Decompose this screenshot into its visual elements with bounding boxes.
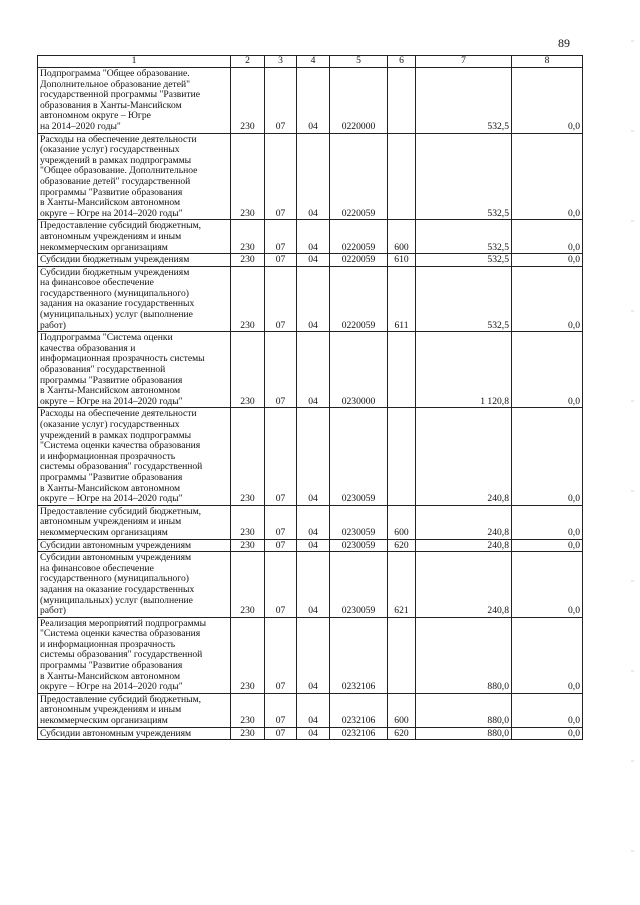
- subsection-code-cell: 04: [297, 505, 330, 539]
- description-line: учреждений в рамках подпрограммы: [40, 429, 192, 441]
- section-code-cell: 07: [265, 68, 297, 134]
- target-article-cell: 0220059: [330, 266, 388, 332]
- amount-cell: 532,5: [416, 266, 512, 332]
- description-line: округе – Югре на 2014–2020 годы": [40, 395, 183, 407]
- section-code-cell: 07: [265, 693, 297, 727]
- description-line: задания на оказание государственных: [40, 583, 195, 595]
- description-line: программы "Развитие образования: [40, 660, 183, 672]
- description-line: Подпрограмма "Общее образование.: [40, 68, 190, 79]
- description-line: на 2014–2020 годы": [40, 120, 121, 132]
- amount-2-cell: 0,0: [512, 505, 583, 539]
- subsection-code-cell: 04: [297, 408, 330, 505]
- description-line: качества образования и: [40, 342, 136, 354]
- section-code-cell: 07: [265, 505, 297, 539]
- description-line: задания на оказание государственных: [40, 298, 195, 310]
- expense-type-cell: [388, 133, 416, 220]
- table-row: [38, 505, 583, 539]
- expense-type-cell: 600: [388, 505, 416, 539]
- subsection-code-cell: 04: [297, 332, 330, 408]
- description-line: в Ханты-Мансийском автономном: [40, 197, 181, 209]
- description-line: (оказание услуг) государственных: [40, 419, 180, 430]
- target-article-cell: 0232106: [330, 727, 388, 740]
- table-row: [38, 693, 583, 727]
- description-line: программы "Развитие образования: [40, 471, 183, 483]
- row-description: [38, 133, 231, 220]
- amount-cell: 240,8: [416, 408, 512, 505]
- description-line: программы "Развитие образования: [40, 374, 183, 386]
- description-line: автономном округе – Югре: [40, 110, 151, 122]
- description-line: (оказание услуг) государственных: [40, 144, 180, 156]
- description-line: государственного (муниципального): [40, 287, 189, 299]
- page-number: 89: [558, 36, 570, 50]
- section-code-cell: 07: [265, 552, 297, 618]
- description-line: Субсидии автономным учреждениям: [40, 539, 192, 551]
- admin-code-cell: 230: [231, 68, 265, 134]
- subsection-code-cell: 04: [297, 220, 330, 254]
- description-line: системы образования" государственной: [40, 649, 203, 661]
- description-line: автономным учреждениям и иным: [40, 704, 182, 716]
- expense-type-cell: 610: [388, 254, 416, 267]
- column-header: 5: [330, 56, 388, 68]
- subsection-code-cell: 04: [297, 539, 330, 552]
- section-code-cell: 07: [265, 266, 297, 332]
- section-code-cell: 07: [265, 617, 297, 693]
- expense-type-cell: 600: [388, 220, 416, 254]
- column-header: 2: [231, 56, 265, 68]
- subsection-code-cell: 04: [297, 693, 330, 727]
- target-article-cell: 0220000: [330, 68, 388, 134]
- description-line: Субсидии автономным учреждениям: [40, 727, 192, 739]
- amount-2-cell: 0,0: [512, 133, 583, 220]
- row-description: [38, 617, 231, 693]
- description-line: системы образования" государственной: [40, 461, 203, 473]
- target-article-cell: 0220059: [330, 220, 388, 254]
- table-body: [38, 68, 583, 740]
- table-row: [38, 133, 583, 220]
- admin-code-cell: 230: [231, 552, 265, 618]
- section-code-cell: 07: [265, 133, 297, 220]
- description-line: Расходы на обеспечение деятельности: [40, 408, 197, 420]
- description-line: Субсидии автономным учреждениям: [40, 552, 192, 564]
- row-description: [38, 220, 231, 254]
- row-description: [38, 539, 231, 552]
- section-code-cell: 07: [265, 220, 297, 254]
- amount-2-cell: 0,0: [512, 220, 583, 254]
- table-header-row: [38, 56, 583, 68]
- amount-cell: 532,5: [416, 220, 512, 254]
- amount-2-cell: 0,0: [512, 727, 583, 740]
- description-line: информационная прозрачность системы: [40, 353, 205, 365]
- description-line: Предоставление субсидий бюджетным,: [40, 693, 202, 705]
- table-row: [38, 727, 583, 740]
- amount-cell: 532,5: [416, 254, 512, 267]
- amount-cell: 532,5: [416, 68, 512, 134]
- table-row: [38, 617, 583, 693]
- section-code-cell: 07: [265, 727, 297, 740]
- amount-cell: 532,5: [416, 133, 512, 220]
- description-line: Дополнительное образование детей": [40, 78, 191, 90]
- description-line: (муниципальных) услуг (выполнение: [40, 309, 193, 321]
- description-line: "Система оценки качества образования: [40, 628, 201, 640]
- description-line: округе – Югре на 2014–2020 годы": [40, 207, 183, 219]
- admin-code-cell: 230: [231, 408, 265, 505]
- amount-2-cell: 0,0: [512, 617, 583, 693]
- description-line: на финансовое обеспечение: [40, 562, 154, 574]
- target-article-cell: 0230059: [330, 539, 388, 552]
- target-article-cell: 0230000: [330, 332, 388, 408]
- description-line: Расходы на обеспечение деятельности: [40, 133, 197, 145]
- admin-code-cell: 230: [231, 617, 265, 693]
- description-line: (муниципальных) услуг (выполнение: [40, 594, 193, 606]
- table-row: [38, 68, 583, 134]
- budget-table: [37, 55, 583, 740]
- column-header: 6: [388, 56, 416, 68]
- description-line: на финансовое обеспечение: [40, 277, 154, 289]
- description-line: округе – Югре на 2014–2020 годы": [40, 681, 183, 693]
- description-line: и информационная прозрачность: [40, 638, 176, 650]
- target-article-cell: 0230059: [330, 552, 388, 618]
- admin-code-cell: 230: [231, 693, 265, 727]
- target-article-cell: 0232106: [330, 693, 388, 727]
- table-row: [38, 539, 583, 552]
- amount-2-cell: 0,0: [512, 539, 583, 552]
- amount-cell: 240,8: [416, 539, 512, 552]
- section-code-cell: 07: [265, 539, 297, 552]
- description-line: Субсидии бюджетным учреждениям: [40, 254, 190, 266]
- subsection-code-cell: 04: [297, 617, 330, 693]
- section-code-cell: 07: [265, 408, 297, 505]
- section-code-cell: 07: [265, 254, 297, 267]
- description-line: автономным учреждениям и иным: [40, 516, 182, 528]
- amount-2-cell: 0,0: [512, 552, 583, 618]
- table-row: [38, 254, 583, 267]
- row-description: [38, 332, 231, 408]
- amount-cell: 240,8: [416, 505, 512, 539]
- description-line: государственной программы "Развитие: [40, 89, 201, 101]
- subsection-code-cell: 04: [297, 727, 330, 740]
- description-line: образование детей" государственной: [40, 175, 191, 187]
- amount-2-cell: 0,0: [512, 693, 583, 727]
- scan-artifact: [631, 0, 634, 905]
- expense-type-cell: [388, 617, 416, 693]
- subsection-code-cell: 04: [297, 266, 330, 332]
- expense-type-cell: 600: [388, 693, 416, 727]
- amount-2-cell: 0,0: [512, 254, 583, 267]
- subsection-code-cell: 04: [297, 68, 330, 134]
- description-line: образования" государственной: [40, 364, 166, 376]
- description-line: работ): [40, 605, 66, 617]
- admin-code-cell: 230: [231, 505, 265, 539]
- amount-cell: 240,8: [416, 552, 512, 618]
- description-line: Подпрограмма "Система оценки: [40, 332, 173, 344]
- description-line: в Ханты-Мансийском автономном: [40, 670, 181, 682]
- table-row: [38, 220, 583, 254]
- description-line: Реализация мероприятий подпрограммы: [40, 617, 207, 629]
- row-description: [38, 505, 231, 539]
- admin-code-cell: 230: [231, 539, 265, 552]
- column-header: 4: [297, 56, 330, 68]
- row-description: [38, 68, 231, 134]
- expense-type-cell: 620: [388, 727, 416, 740]
- description-line: округе – Югре на 2014–2020 годы": [40, 493, 183, 505]
- expense-type-cell: [388, 68, 416, 134]
- expense-type-cell: [388, 408, 416, 505]
- amount-2-cell: 0,0: [512, 408, 583, 505]
- column-header: 3: [265, 56, 297, 68]
- row-description: [38, 266, 231, 332]
- column-header: 8: [512, 56, 583, 68]
- amount-2-cell: 0,0: [512, 266, 583, 332]
- admin-code-cell: 230: [231, 254, 265, 267]
- amount-cell: 1 120,8: [416, 332, 512, 408]
- description-line: работ): [40, 319, 66, 331]
- row-description: [38, 552, 231, 618]
- amount-cell: 880,0: [416, 617, 512, 693]
- description-line: в Ханты-Мансийском автономном: [40, 385, 181, 397]
- description-line: учреждений в рамках подпрограммы: [40, 154, 192, 166]
- description-line: некоммерческим организациям: [40, 241, 168, 253]
- table-row: [38, 408, 583, 505]
- admin-code-cell: 230: [231, 266, 265, 332]
- admin-code-cell: 230: [231, 332, 265, 408]
- expense-type-cell: 620: [388, 539, 416, 552]
- section-code-cell: 07: [265, 332, 297, 408]
- admin-code-cell: 230: [231, 133, 265, 220]
- description-line: программы "Развитие образования: [40, 186, 183, 198]
- description-line: образования в Ханты-Мансийском: [40, 99, 182, 111]
- row-description: [38, 693, 231, 727]
- description-line: государственного (муниципального): [40, 573, 189, 585]
- subsection-code-cell: 04: [297, 133, 330, 220]
- description-line: Предоставление субсидий бюджетным,: [40, 220, 202, 232]
- target-article-cell: 0230059: [330, 408, 388, 505]
- description-line: "Общее образование. Дополнительное: [40, 165, 198, 177]
- target-article-cell: 0230059: [330, 505, 388, 539]
- row-description: [38, 408, 231, 505]
- row-description: [38, 254, 231, 267]
- subsection-code-cell: 04: [297, 254, 330, 267]
- admin-code-cell: 230: [231, 220, 265, 254]
- amount-2-cell: 0,0: [512, 68, 583, 134]
- description-line: Субсидии бюджетным учреждениям: [40, 266, 190, 278]
- expense-type-cell: [388, 332, 416, 408]
- admin-code-cell: 230: [231, 727, 265, 740]
- table-row: [38, 266, 583, 332]
- description-line: некоммерческим организациям: [40, 526, 168, 538]
- expense-type-cell: 611: [388, 266, 416, 332]
- expense-type-cell: 621: [388, 552, 416, 618]
- table-row: [38, 332, 583, 408]
- target-article-cell: 0232106: [330, 617, 388, 693]
- amount-cell: 880,0: [416, 693, 512, 727]
- table-row: [38, 552, 583, 618]
- description-line: Предоставление субсидий бюджетным,: [40, 505, 202, 517]
- amount-2-cell: 0,0: [512, 332, 583, 408]
- subsection-code-cell: 04: [297, 552, 330, 618]
- description-line: автономным учреждениям и иным: [40, 230, 182, 242]
- description-line: некоммерческим организациям: [40, 715, 168, 727]
- column-header: 1: [38, 56, 231, 68]
- column-header: 7: [416, 56, 512, 68]
- target-article-cell: 0220059: [330, 133, 388, 220]
- description-line: "Система оценки качества образования: [40, 440, 201, 452]
- target-article-cell: 0220059: [330, 254, 388, 267]
- row-description: [38, 727, 231, 740]
- description-line: в Ханты-Мансийском автономном: [40, 482, 181, 494]
- description-line: и информационная прозрачность: [40, 450, 176, 462]
- amount-cell: 880,0: [416, 727, 512, 740]
